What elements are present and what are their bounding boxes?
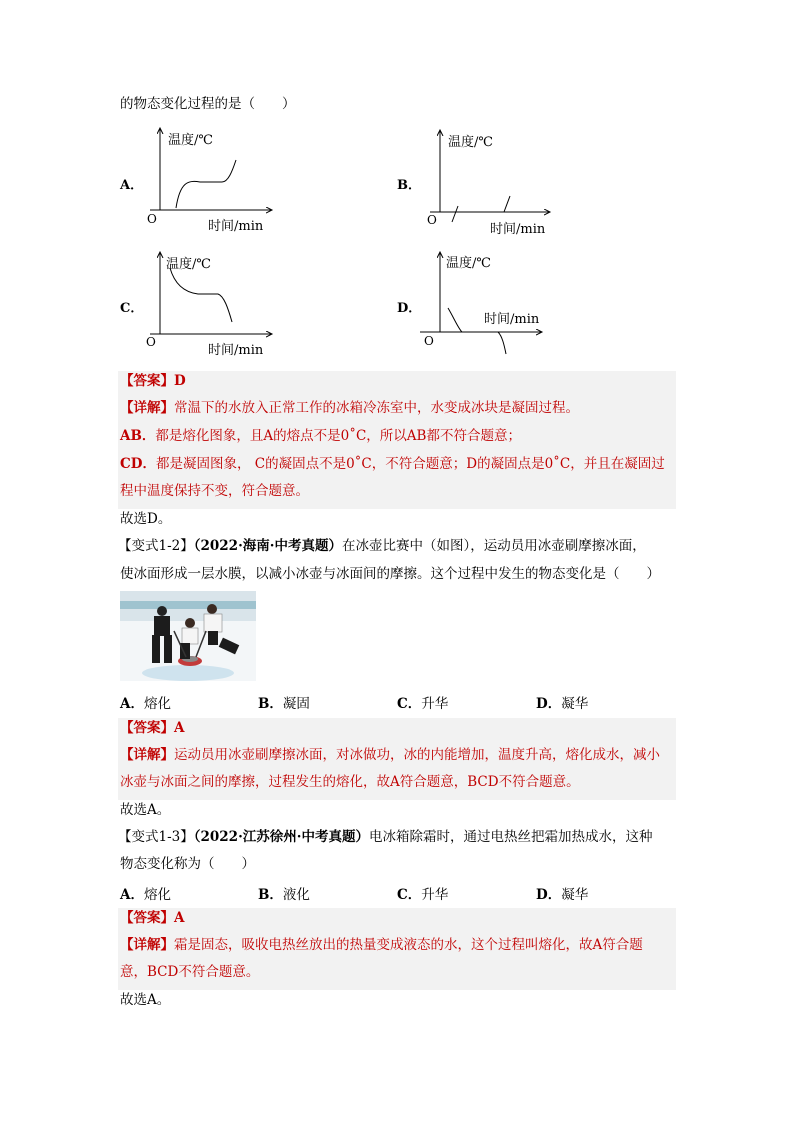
q3-option-d: D．凝华 [536, 887, 589, 903]
curve-b-high [504, 196, 510, 212]
q1-detail: 【详解】常温下的水放入正常工作的冰箱冷冻室中，水变成冰块是凝固过程。 [120, 400, 579, 416]
origin-label: O [147, 212, 157, 226]
q3-option-b: B．液化 [258, 887, 310, 903]
option-a-label: A． [120, 178, 144, 193]
x-axis-label: 时间/min [490, 222, 546, 237]
q2-detail-cont: 冰壶与冰面之间的摩擦，过程发生的熔化，故A符合题意，BCD不符合题意。 [120, 774, 580, 790]
q2-option-a: A．熔化 [120, 696, 171, 712]
origin-label: O [424, 334, 434, 348]
curve-c [170, 268, 232, 322]
graph-b [420, 126, 560, 242]
y-axis-label: 温度/℃ [448, 135, 493, 150]
q2-option-c: C．升华 [397, 696, 449, 712]
origin-label: O [146, 335, 156, 349]
graph-d [420, 248, 560, 364]
origin-label: O [427, 213, 437, 227]
graph-c [140, 248, 280, 364]
x-axis-label: 时间/min [208, 343, 264, 358]
curve-b-low [452, 206, 458, 222]
q3-answer: 【答案】A [120, 910, 185, 926]
q1-ab-analysis: AB．都是熔化图象，且A的熔点不是0˚C，所以AB都不符合题意； [120, 428, 521, 444]
y-axis-label: 温度/℃ [446, 256, 491, 271]
q3-option-a: A．熔化 [120, 887, 171, 903]
graph-a [140, 122, 280, 238]
q1-conclusion: 故选D。 [120, 511, 172, 527]
q2-detail: 【详解】运动员用冰壶刷摩擦冰面，对冰做功，冰的内能增加，温度升高，熔化成水，减小 [120, 747, 660, 763]
q2-stem-cont: 使冰面形成一层水膜，以减小冰壶与冰面间的摩擦。这个过程中发生的物态变化是（ ） [120, 566, 660, 582]
q2-answer: 【答案】A [120, 720, 185, 736]
q3-stem: 【变式1-3】（2022·江苏徐州·中考真题）电冰箱除霜时，通过电热丝把霜加热成水，这种 [118, 829, 653, 845]
curve-a [176, 160, 236, 208]
q2-conclusion: 故选A。 [120, 802, 171, 818]
q2-option-b: B．凝固 [258, 696, 310, 712]
option-c-label: C． [120, 301, 144, 316]
x-axis-label: 时间/min [484, 312, 540, 327]
q1-stem-tail: 的物态变化过程的是（ ） [120, 96, 296, 112]
q2-stem: 【变式1-2】（2022·海南·中考真题）在冰壶比赛中（如图），运动员用冰壶刷摩擦冰面， [118, 538, 646, 554]
y-axis-label: 温度/℃ [166, 257, 211, 272]
y-axis-label: 温度/℃ [168, 133, 213, 148]
q3-option-c: C．升华 [397, 887, 449, 903]
q3-detail: 【详解】霜是固态，吸收电热丝放出的热量变成液态的水，这个过程叫熔化，故A符合题 [120, 937, 643, 953]
q1-cd-analysis-cont: 程中温度保持不变，符合题意。 [120, 483, 309, 499]
q1-answer: 【答案】D [120, 373, 186, 389]
q3-stem-cont: 物态变化称为（ ） [120, 856, 255, 872]
curling-photo [120, 591, 256, 681]
q3-conclusion: 故选A。 [120, 992, 171, 1008]
q1-cd-analysis: CD．都是凝固图象， C的凝固点不是0˚C，不符合题意；D的凝固点是0˚C，并且在凝固过 [120, 456, 665, 472]
x-axis-label: 时间/min [208, 219, 264, 234]
option-b-label: B． [397, 178, 421, 193]
q3-detail-cont: 意，BCD不符合题意。 [120, 964, 260, 980]
option-d-label: D． [397, 301, 422, 316]
q2-option-d: D．凝华 [536, 696, 589, 712]
